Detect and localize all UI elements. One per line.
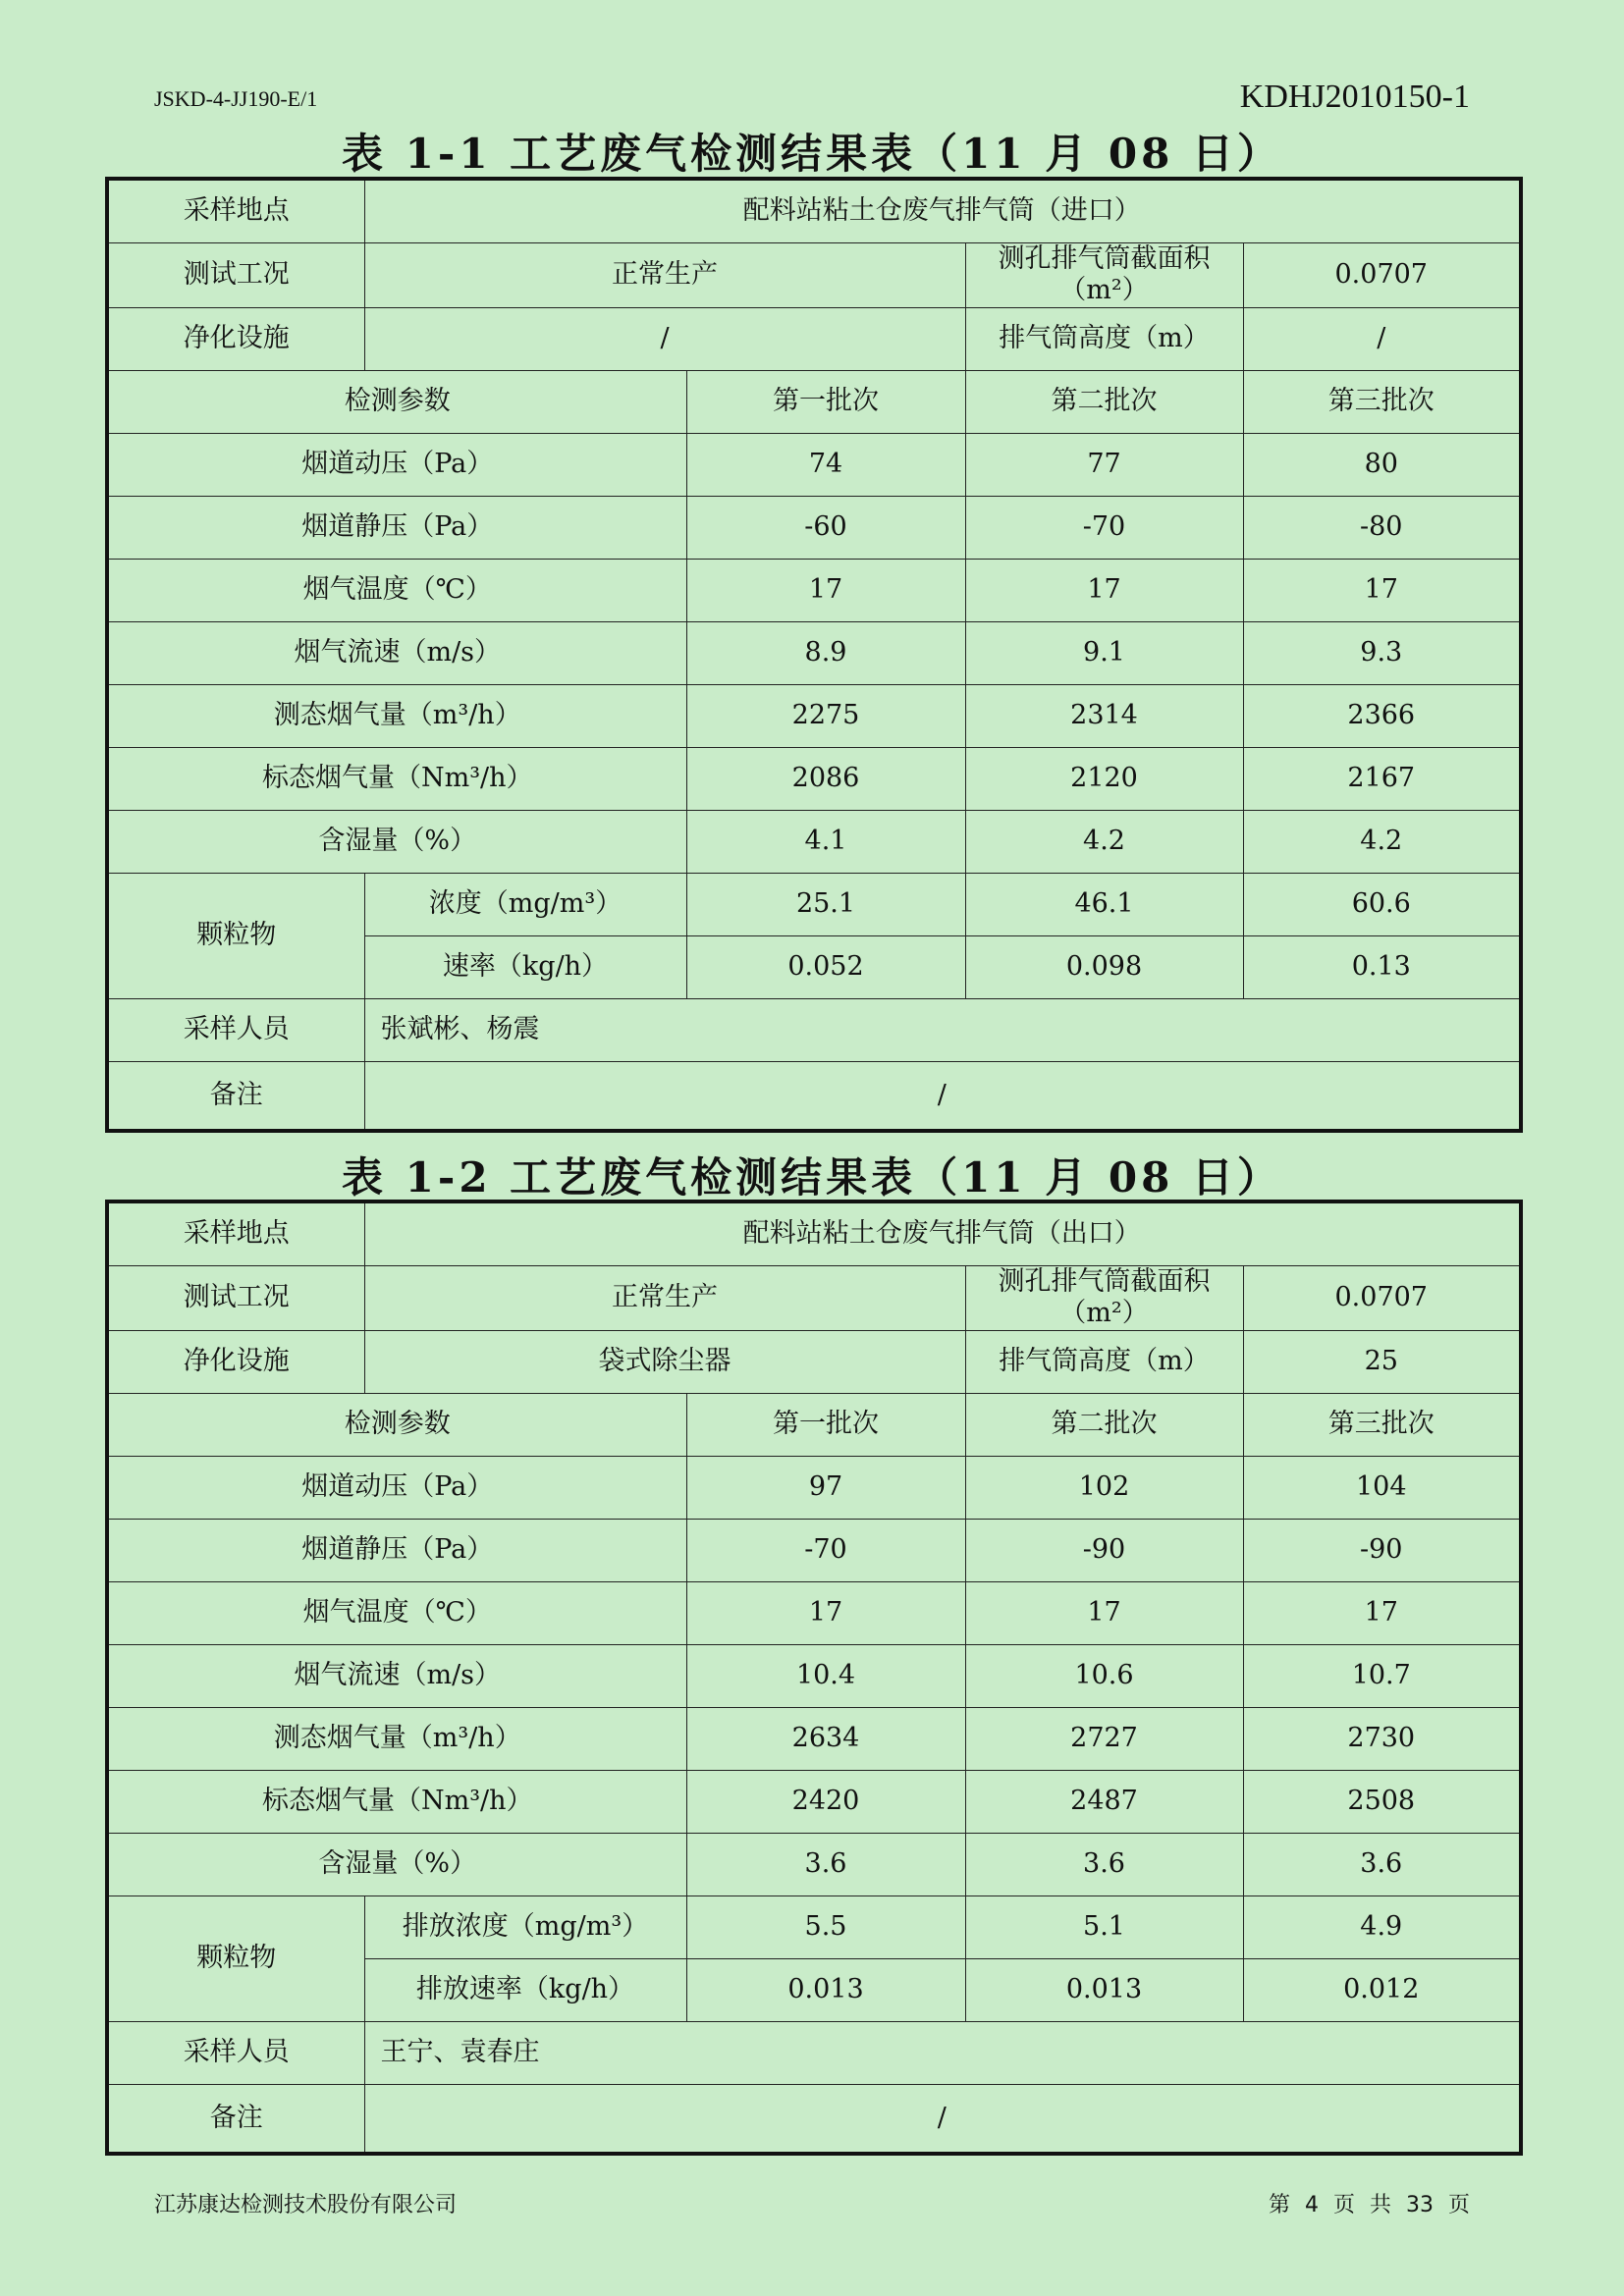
value-cell: 2366 (1243, 684, 1521, 747)
sampler-row (107, 2021, 1521, 2084)
param-name: 标态烟气量（Nm³/h） (107, 747, 686, 810)
remarks-value: / (364, 2084, 1521, 2154)
batch1-header: 第一批次 (686, 370, 965, 433)
area-value: 0.0707 (1243, 1266, 1521, 1331)
value-cell: -80 (1243, 496, 1521, 559)
purification-row (107, 1330, 1521, 1393)
value-cell: 0.098 (965, 935, 1243, 998)
purification-label: 净化设施 (107, 1330, 364, 1393)
table-row (107, 1833, 1521, 1896)
table-row (107, 1770, 1521, 1833)
param-name: 测态烟气量（m³/h） (107, 684, 686, 747)
particulate-row (107, 873, 1521, 935)
results-table-2 (105, 1200, 1523, 2156)
param-name: 烟气流速（m/s） (107, 621, 686, 684)
value-cell: 60.6 (1243, 873, 1521, 935)
value-cell: 102 (965, 1456, 1243, 1519)
value-cell: 0.052 (686, 935, 965, 998)
height-value: / (1243, 307, 1521, 370)
height-value: 25 (1243, 1330, 1521, 1393)
table-2-title: 表 1-2 工艺废气检测结果表（11 月 08 日） (342, 1153, 1282, 1201)
batch1-header: 第一批次 (686, 1393, 965, 1456)
particulate-row (107, 1896, 1521, 1958)
document-code: JSKD-4-JJ190-E/1 (154, 86, 318, 111)
value-cell: 25.1 (686, 873, 965, 935)
table-row (107, 433, 1521, 496)
batch2-header: 第二批次 (965, 370, 1243, 433)
value-cell: -70 (686, 1519, 965, 1581)
value-cell: 10.7 (1243, 1644, 1521, 1707)
value-cell: 4.1 (686, 810, 965, 873)
condition-value: 正常生产 (364, 243, 965, 308)
value-cell: 8.9 (686, 621, 965, 684)
value-cell: 2275 (686, 684, 965, 747)
value-cell: 2487 (965, 1770, 1243, 1833)
value-cell: 17 (1243, 1581, 1521, 1644)
table-row (107, 621, 1521, 684)
value-cell: 0.013 (965, 1958, 1243, 2021)
condition-label: 测试工况 (107, 243, 364, 308)
report-number: KDHJ2010150-1 (1239, 79, 1470, 115)
location-value: 配料站粘土仓废气排气筒（进口） (364, 179, 1521, 243)
area-label: 测孔排气筒截面积（m²） (965, 243, 1243, 308)
value-cell: 2314 (965, 684, 1243, 747)
value-cell: 4.2 (1243, 810, 1521, 873)
particulate-label: 颗粒物 (107, 1896, 364, 2021)
param-name: 含湿量（%） (107, 1833, 686, 1896)
value-cell: 77 (965, 433, 1243, 496)
param-name: 烟道动压（Pa） (107, 433, 686, 496)
value-cell: 5.1 (965, 1896, 1243, 1958)
table-row (107, 747, 1521, 810)
value-cell: 0.13 (1243, 935, 1521, 998)
particulate-param: 速率（kg/h） (364, 935, 686, 998)
table-row (107, 810, 1521, 873)
value-cell: 80 (1243, 433, 1521, 496)
remarks-label: 备注 (107, 1061, 364, 1131)
results-table-1 (105, 177, 1523, 1133)
value-cell: 4.9 (1243, 1896, 1521, 1958)
header-row (107, 1393, 1521, 1456)
value-cell: 9.1 (965, 621, 1243, 684)
value-cell: 2167 (1243, 747, 1521, 810)
value-cell: 9.3 (1243, 621, 1521, 684)
value-cell: 17 (965, 1581, 1243, 1644)
value-cell: 2634 (686, 1707, 965, 1770)
value-cell: 97 (686, 1456, 965, 1519)
sampler-label: 采样人员 (107, 2021, 364, 2084)
company-name: 江苏康达检测技术股份有限公司 (154, 2193, 458, 2217)
sampler-value: 张斌彬、杨震 (364, 998, 1521, 1061)
value-cell: 4.2 (965, 810, 1243, 873)
value-cell: 2086 (686, 747, 965, 810)
batch3-header: 第三批次 (1243, 1393, 1521, 1456)
value-cell: -70 (965, 496, 1243, 559)
value-cell: 17 (965, 559, 1243, 621)
remarks-value: / (364, 1061, 1521, 1131)
value-cell: 3.6 (965, 1833, 1243, 1896)
value-cell: -90 (1243, 1519, 1521, 1581)
param-name: 烟道静压（Pa） (107, 1519, 686, 1581)
purification-value: 袋式除尘器 (364, 1330, 965, 1393)
value-cell: 10.4 (686, 1644, 965, 1707)
param-name: 标态烟气量（Nm³/h） (107, 1770, 686, 1833)
location-label: 采样地点 (107, 1201, 364, 1266)
header-row (107, 370, 1521, 433)
param-name: 烟气流速（m/s） (107, 1644, 686, 1707)
purification-row (107, 307, 1521, 370)
table-row (107, 496, 1521, 559)
table-1-title: 表 1-1 工艺废气检测结果表（11 月 08 日） (342, 130, 1282, 178)
table-row (107, 1644, 1521, 1707)
value-cell: 2727 (965, 1707, 1243, 1770)
value-cell: 3.6 (1243, 1833, 1521, 1896)
param-name: 烟道静压（Pa） (107, 496, 686, 559)
batch2-header: 第二批次 (965, 1393, 1243, 1456)
area-value: 0.0707 (1243, 243, 1521, 308)
value-cell: 2730 (1243, 1707, 1521, 1770)
value-cell: -90 (965, 1519, 1243, 1581)
sampler-label: 采样人员 (107, 998, 364, 1061)
height-label: 排气筒高度（m） (965, 307, 1243, 370)
area-label: 测孔排气筒截面积（m²） (965, 1266, 1243, 1331)
value-cell: 17 (686, 1581, 965, 1644)
sampler-row (107, 998, 1521, 1061)
params-header: 检测参数 (107, 1393, 686, 1456)
batch3-header: 第三批次 (1243, 370, 1521, 433)
param-name: 烟气温度（℃） (107, 559, 686, 621)
value-cell: 2420 (686, 1770, 965, 1833)
table-row (107, 1581, 1521, 1644)
remarks-label: 备注 (107, 2084, 364, 2154)
param-name: 烟气温度（℃） (107, 1581, 686, 1644)
particulate-param: 浓度（mg/m³） (364, 873, 686, 935)
location-value: 配料站粘土仓废气排气筒（出口） (364, 1201, 1521, 1266)
value-cell: -60 (686, 496, 965, 559)
table-row (107, 1456, 1521, 1519)
value-cell: 104 (1243, 1456, 1521, 1519)
value-cell: 0.013 (686, 1958, 965, 2021)
location-row (107, 1201, 1521, 1266)
table-row (107, 1519, 1521, 1581)
value-cell: 46.1 (965, 873, 1243, 935)
table-row (107, 684, 1521, 747)
page-number: 第 4 页 共 33 页 (1269, 2193, 1470, 2217)
param-name: 测态烟气量（m³/h） (107, 1707, 686, 1770)
particulate-param: 排放浓度（mg/m³） (364, 1896, 686, 1958)
sampler-value: 王宁、袁春庄 (364, 2021, 1521, 2084)
param-name: 烟道动压（Pa） (107, 1456, 686, 1519)
value-cell: 0.012 (1243, 1958, 1521, 2021)
value-cell: 3.6 (686, 1833, 965, 1896)
table-row (107, 1707, 1521, 1770)
value-cell: 17 (686, 559, 965, 621)
value-cell: 74 (686, 433, 965, 496)
purification-value: / (364, 307, 965, 370)
location-row (107, 179, 1521, 243)
value-cell: 2508 (1243, 1770, 1521, 1833)
param-name: 含湿量（%） (107, 810, 686, 873)
remarks-row (107, 2084, 1521, 2154)
value-cell: 2120 (965, 747, 1243, 810)
remarks-row (107, 1061, 1521, 1131)
particulate-param: 排放速率（kg/h） (364, 1958, 686, 2021)
condition-value: 正常生产 (364, 1266, 965, 1331)
height-label: 排气筒高度（m） (965, 1330, 1243, 1393)
condition-label: 测试工况 (107, 1266, 364, 1331)
condition-row (107, 1266, 1521, 1331)
value-cell: 17 (1243, 559, 1521, 621)
location-label: 采样地点 (107, 179, 364, 243)
value-cell: 10.6 (965, 1644, 1243, 1707)
purification-label: 净化设施 (107, 307, 364, 370)
condition-row (107, 243, 1521, 308)
value-cell: 5.5 (686, 1896, 965, 1958)
particulate-label: 颗粒物 (107, 873, 364, 998)
table-row (107, 559, 1521, 621)
params-header: 检测参数 (107, 370, 686, 433)
